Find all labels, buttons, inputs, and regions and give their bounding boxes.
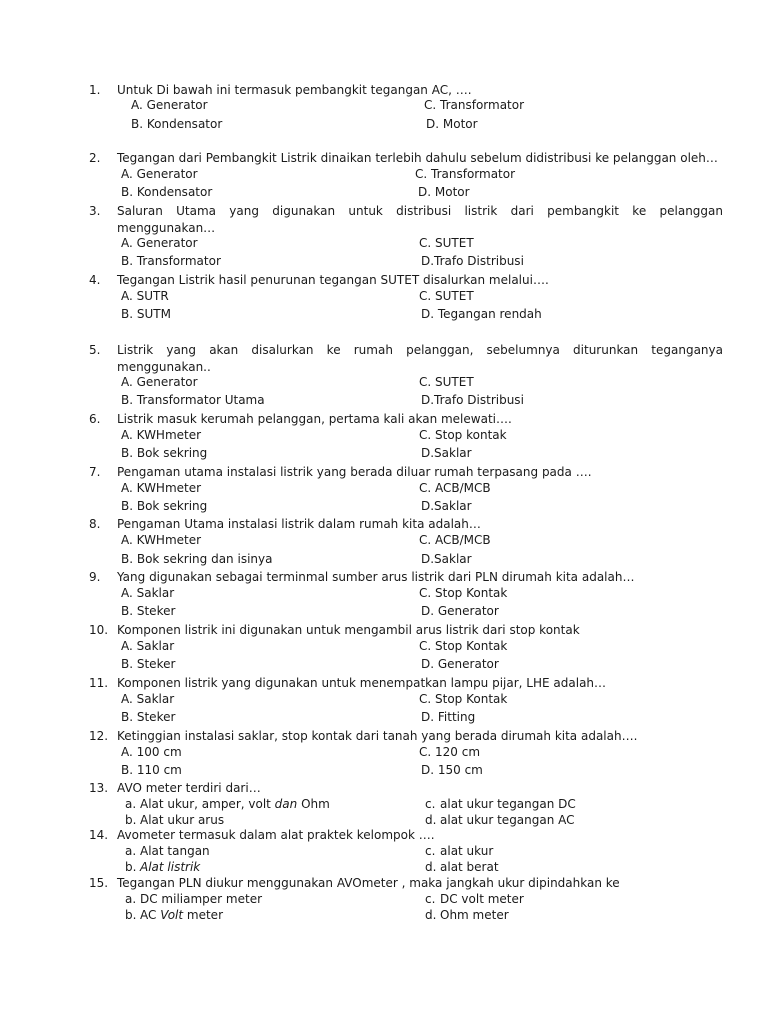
question-text: Avometer termasuk dalam alat praktek kelompok …. — [117, 828, 435, 842]
option-marker: a. — [125, 797, 137, 811]
option-text-italic: Volt — [160, 908, 184, 922]
option-text: Alat tangan — [140, 844, 210, 858]
option-c: C. ACB/MCB — [419, 533, 491, 547]
question-text: Saluran Utama yang digunakan untuk distribusi listrik dari pembangkit ke pelanggan menggunakan… — [117, 204, 723, 235]
option-c — [425, 843, 493, 860]
option-marker: b. — [125, 813, 137, 827]
option-marker: d. — [425, 908, 437, 922]
option-d: D. Motor — [426, 117, 478, 131]
question-number: 3. — [89, 204, 101, 218]
question-number: 14. — [89, 828, 109, 842]
option-text: alat ukur tegangan AC — [440, 813, 575, 827]
option-a — [125, 891, 262, 908]
option-text: alat ukur — [440, 844, 494, 858]
question-text: AVO meter terdiri dari… — [117, 781, 261, 795]
option-c: C. Transformator — [424, 98, 525, 112]
question-text: Yang digunakan sebagai terminmal sumber arus listrik dari PLN dirumah kita adalah… — [117, 570, 635, 584]
option-d: D.Saklar — [421, 446, 472, 460]
question-text: Ketinggian instalasi saklar, stop kontak dari tanah yang berada dirumah kita adalah…. — [117, 729, 638, 743]
option-a: A. Saklar — [121, 692, 175, 706]
question-number: 1. — [89, 83, 101, 97]
option-text: Alat ukur arus — [140, 813, 225, 827]
option-marker: a. — [125, 844, 137, 858]
option-d: D. Generator — [421, 657, 499, 671]
option-d: D.Saklar — [421, 499, 472, 513]
option-c — [425, 891, 524, 908]
option-a: A. KWHmeter — [121, 428, 202, 442]
option-a: A. Generator — [131, 98, 208, 112]
option-a — [125, 843, 210, 860]
option-d: D. Motor — [418, 185, 470, 199]
question-text: Listrik yang akan disalurkan ke rumah pelanggan, sebelumnya diturunkan teganganya menggunakan.. — [117, 343, 723, 374]
option-marker: c. — [425, 844, 436, 858]
option-b: B. 110 cm — [121, 763, 182, 777]
option-text-end: meter — [183, 908, 224, 922]
option-text: alat ukur tegangan DC — [440, 797, 576, 811]
question-number: 13. — [89, 781, 109, 795]
option-text: alat berat — [440, 860, 499, 874]
question-number: 9. — [89, 570, 101, 584]
option-marker: c. — [425, 797, 436, 811]
option-text-end: Ohm — [297, 797, 330, 811]
option-text: Ohm meter — [440, 908, 509, 922]
option-marker: d. — [425, 860, 437, 874]
option-a: A. Generator — [121, 236, 198, 250]
question-number: 5. — [89, 343, 101, 357]
question-number: 7. — [89, 465, 101, 479]
option-text: DC volt meter — [440, 892, 524, 906]
option-a: A. Saklar — [121, 639, 175, 653]
option-a: A. Saklar — [121, 586, 175, 600]
question-text: Tegangan PLN diukur menggunakan AVOmeter , maka jangkah ukur dipindahkan ke — [117, 876, 620, 890]
option-marker: b. — [125, 860, 137, 874]
option-text-italic: dan — [274, 797, 298, 811]
question-number: 6. — [89, 412, 101, 426]
option-c: C. ACB/MCB — [419, 481, 491, 495]
option-b: B. Kondensator — [121, 185, 213, 199]
option-d: D.Trafo Distribusi — [421, 393, 524, 407]
question-number: 10. — [89, 623, 109, 637]
option-marker: d. — [425, 813, 437, 827]
option-b: B. Bok sekring — [121, 499, 208, 513]
option-b: B. Transformator Utama — [121, 393, 265, 407]
question-text: Komponen listrik yang digunakan untuk menempatkan lampu pijar, LHE adalah… — [117, 676, 607, 690]
option-text: Alat ukur, amper, volt — [140, 797, 275, 811]
option-c: C. SUTET — [419, 236, 474, 250]
question-number: 2. — [89, 151, 101, 165]
option-a: A. 100 cm — [121, 745, 182, 759]
option-b: B. Bok sekring — [121, 446, 208, 460]
option-b: B. Transformator — [121, 254, 221, 268]
question-number: 15. — [89, 876, 109, 890]
option-c: C. Transformator — [415, 167, 516, 181]
question-text: Untuk Di bawah ini termasuk pembangkit tegangan AC, …. — [117, 83, 472, 97]
option-b: B. Steker — [121, 657, 176, 671]
option-b — [125, 907, 223, 924]
option-b: B. Steker — [121, 710, 176, 724]
option-b: B. Steker — [121, 604, 176, 618]
question-text: Pengaman utama instalasi listrik yang berada diluar rumah terpasang pada …. — [117, 465, 592, 479]
option-a: A. KWHmeter — [121, 481, 202, 495]
option-d: D. Generator — [421, 604, 499, 618]
option-c: C. SUTET — [419, 375, 474, 389]
option-d: D. 150 cm — [421, 763, 483, 777]
question-text: Listrik masuk kerumah pelanggan, pertama kali akan melewati…. — [117, 412, 512, 426]
option-c: C. SUTET — [419, 289, 474, 303]
option-marker: c. — [425, 892, 436, 906]
option-a: A. Generator — [121, 167, 198, 181]
option-text: DC miliamper meter — [140, 892, 263, 906]
option-a: A. Generator — [121, 375, 198, 389]
question-text: Komponen listrik ini digunakan untuk mengambil arus listrik dari stop kontak — [117, 623, 580, 637]
option-b: B. Kondensator — [131, 117, 223, 131]
option-c: C. Stop Kontak — [419, 692, 508, 706]
option-d: D.Saklar — [421, 552, 472, 566]
option-d — [425, 859, 499, 876]
option-d: D. Fitting — [421, 710, 476, 724]
option-a: A. KWHmeter — [121, 533, 202, 547]
option-a: A. SUTR — [121, 289, 169, 303]
option-a — [125, 796, 330, 813]
question-number: 8. — [89, 517, 101, 531]
option-b — [125, 859, 200, 876]
option-c: C. 120 cm — [419, 745, 481, 759]
option-d: D.Trafo Distribusi — [421, 254, 524, 268]
option-d: D. Tegangan rendah — [421, 307, 542, 321]
option-marker: b. — [125, 908, 137, 922]
option-c: C. Stop Kontak — [419, 586, 508, 600]
option-c — [425, 796, 576, 813]
question-text: Tegangan Listrik hasil penurunan tegangan SUTET disalurkan melalui…. — [117, 273, 549, 287]
option-d — [425, 907, 509, 924]
question-number: 11. — [89, 676, 109, 690]
option-text: AC — [140, 908, 161, 922]
question-number: 12. — [89, 729, 109, 743]
option-c: C. Stop Kontak — [419, 639, 508, 653]
question-text: Tegangan dari Pembangkit Listrik dinaikan terlebih dahulu sebelum didistribusi ke pelanggan oleh… — [117, 151, 718, 165]
option-b: B. Bok sekring dan isinya — [121, 552, 273, 566]
option-b: B. SUTM — [121, 307, 171, 321]
option-c: C. Stop kontak — [419, 428, 507, 442]
option-marker: a. — [125, 892, 137, 906]
option-text-italic: Alat listrik — [140, 860, 201, 874]
question-number: 4. — [89, 273, 101, 287]
question-text: Pengaman Utama instalasi listrik dalam rumah kita adalah… — [117, 517, 481, 531]
